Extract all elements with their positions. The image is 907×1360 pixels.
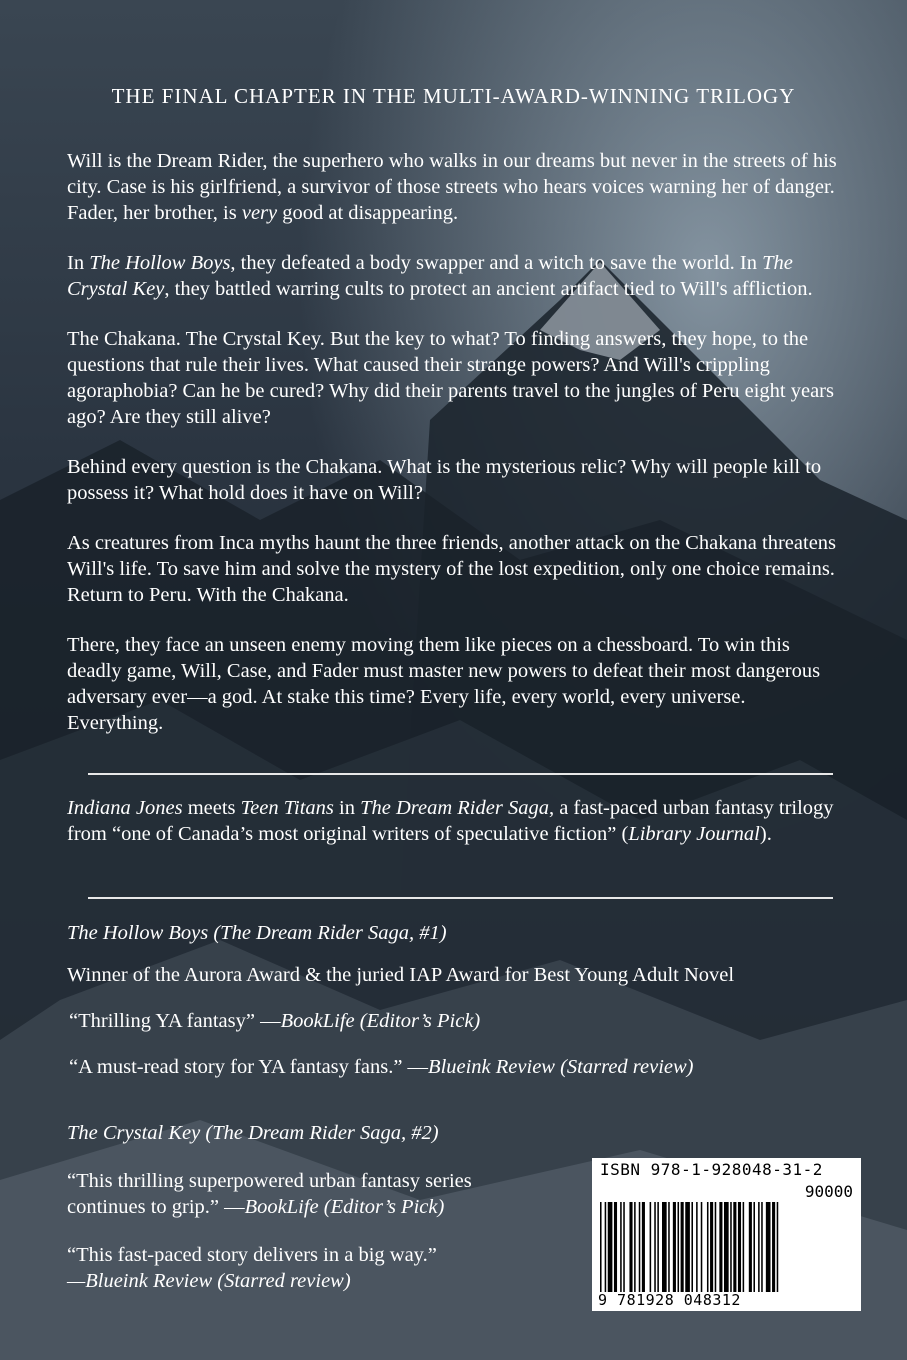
- barcode-bar: [691, 1202, 693, 1292]
- text: ).: [759, 823, 772, 845]
- quote: “Thrilling YA fantasy” —: [69, 1010, 281, 1032]
- barcode-bar: [600, 1202, 602, 1292]
- quote-source: —Blueink Review (Starred review): [67, 1270, 351, 1292]
- barcode-bar: [777, 1202, 779, 1292]
- text: , they defeated a body swapper and a witch to save the world. In: [230, 252, 763, 274]
- text: , they battled warring cults to protect an ancient artifact tied to Will's affliction.: [164, 278, 813, 300]
- synopsis-paragraph-4: Behind every question is the Chakana. What is the mysterious relic? Why will people kill to possess it? What hold does it have on Will?: [67, 456, 822, 504]
- barcode-bar: [719, 1202, 722, 1292]
- emphasis: very: [241, 202, 278, 224]
- publication: Library Journal: [628, 823, 760, 845]
- barcode-bar: [608, 1202, 613, 1292]
- quote-source: BookLife (Editor’s Pick): [244, 1196, 445, 1218]
- title: Teen Titans: [240, 797, 334, 819]
- book2-quote-2: [67, 1242, 507, 1294]
- barcode-bar: [749, 1202, 752, 1292]
- synopsis-paragraph-5: As creatures from Inca myths haunt the three friends, another attack on the Chakana threatens Will's life. To save him and solve the mystery of the lost expedition, only one choice remains. Return to Peru. With the Chakana.: [67, 532, 837, 606]
- barcode-bar: [724, 1202, 729, 1292]
- book1-quote-1: [69, 1008, 857, 1034]
- barcode-bar: [753, 1202, 755, 1292]
- title: Indiana Jones: [67, 797, 183, 819]
- quote-source: Blueink Review (Starred review): [428, 1056, 694, 1078]
- book2-title: The Crystal Key (The Dream Rider Saga, #2): [67, 1122, 439, 1144]
- isbn-barcode: [592, 1158, 861, 1311]
- book1-title: The Hollow Boys (The Dream Rider Saga, #1): [67, 922, 447, 944]
- series-title: The Dream Rider Saga: [360, 797, 549, 819]
- barcode-bar: [614, 1202, 617, 1292]
- isbn-digits: 9 781928 048312: [598, 1291, 741, 1309]
- barcode-bar: [707, 1202, 709, 1292]
- divider: [88, 897, 833, 899]
- text: , a fast-paced urban fantasy trilogy from “one of Canada’s most original writers of speculative fiction” (: [67, 797, 834, 845]
- text: In: [67, 252, 90, 274]
- tagline: THE FINAL CHAPTER IN THE MULTI-AWARD-WINNING TRILOGY: [111, 84, 796, 108]
- book2-reviews: [67, 1120, 507, 1316]
- barcode-bar: [701, 1202, 703, 1292]
- barcode-bar: [761, 1202, 763, 1292]
- price-code: 90000: [804, 1182, 853, 1201]
- barcode-bar: [681, 1202, 684, 1292]
- barcode-bar: [605, 1202, 607, 1292]
- book-title: The Hollow Boys: [89, 252, 231, 274]
- synopsis-paragraph-6: There, they face an unseen enemy moving them like pieces on a chessboard. To win this deadly game, Will, Case, and Fader must master new powers to defeat their most dangerous adversary ever—a god. At stake this time? Every life, every world, every universe. Everything.: [67, 634, 821, 734]
- barcode-bar: [678, 1202, 680, 1292]
- text: in: [333, 797, 361, 819]
- barcode-bar: [657, 1202, 659, 1292]
- synopsis-paragraph-1: [67, 148, 842, 226]
- text: meets: [182, 797, 241, 819]
- quote: “This fast-paced story delivers in a big way.”: [67, 1244, 437, 1266]
- barcode-bar: [766, 1202, 771, 1292]
- divider: [88, 773, 833, 775]
- quote-source: BookLife (Editor’s Pick): [280, 1010, 481, 1032]
- barcode-bar: [685, 1202, 690, 1292]
- synopsis-paragraph-3: The Chakana. The Crystal Key. But the key to what? To finding answers, they hope, to the questions that rule their lives. What caused their strange powers? And Will's crippling agoraphobia? Can he be cured? Why did their parents travel to the jungles of Peru eight years ago? Are they still alive?: [67, 328, 834, 428]
- quote: “A must-read story for YA fantasy fans.” —: [69, 1056, 429, 1078]
- synopsis: [67, 148, 842, 760]
- barcode-bar: [620, 1202, 622, 1292]
- barcode-bar: [738, 1202, 741, 1292]
- text: Will is the Dream Rider, the superhero who walks in our dreams but never in the streets of his city. Case is his girlfriend, a survivor of those streets who hears voices warning her of danger. Fader, her brother, is: [67, 150, 837, 224]
- barcode-bar: [733, 1202, 736, 1292]
- barcode-bar: [772, 1202, 775, 1292]
- barcode-bar: [634, 1202, 636, 1292]
- barcode-bar: [642, 1202, 645, 1292]
- barcode-bar: [715, 1202, 717, 1292]
- barcode-bar: [696, 1202, 698, 1292]
- barcode-bar: [710, 1202, 713, 1292]
- book1-quote-2: [69, 1054, 857, 1080]
- book2-quote-1: [67, 1168, 507, 1220]
- book1-award: Winner of the Aurora Award & the juried IAP Award for Best Young Adult Novel: [67, 964, 735, 986]
- book-title: The Crystal Key: [67, 252, 793, 300]
- barcode-bar: [639, 1202, 641, 1292]
- barcode-bar: [629, 1202, 632, 1292]
- barcode-bar: [650, 1202, 652, 1292]
- isbn-label: ISBN 978-1-928048-31-2: [600, 1160, 823, 1179]
- barcode-bar: [662, 1202, 667, 1292]
- quote: “This thrilling superpowered urban fantasy series continues to grip.” —: [67, 1170, 472, 1218]
- book1-reviews: [67, 920, 857, 1100]
- barcode-bar: [673, 1202, 676, 1292]
- barcode-bar: [758, 1202, 760, 1292]
- barcode-bar: [743, 1202, 745, 1292]
- barcode-bars: [600, 1202, 853, 1292]
- synopsis-paragraph-2: [67, 250, 842, 302]
- barcode-bar: [730, 1202, 732, 1292]
- series-blurb: [67, 795, 842, 847]
- barcode-bar: [654, 1202, 656, 1292]
- barcode-bar: [623, 1202, 625, 1292]
- text: good at disappearing.: [277, 202, 459, 224]
- barcode-bar: [668, 1202, 670, 1292]
